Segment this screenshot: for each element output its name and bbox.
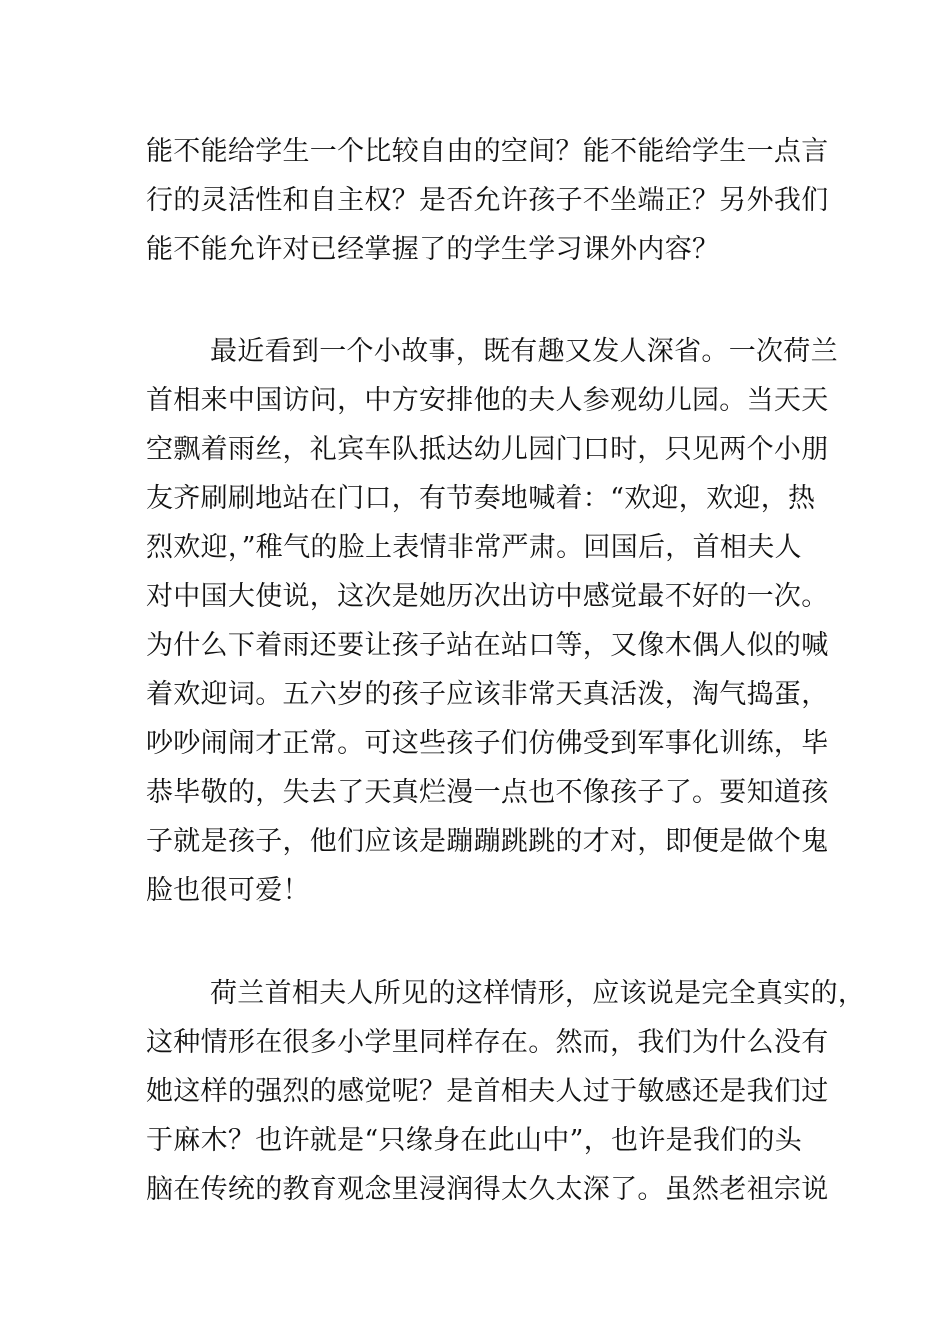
text-line: 于麻木？也许就是“只缘身在此山中”，也许是我们的头	[146, 1125, 803, 1156]
text-line: 空飘着雨丝，礼宾车队抵达幼儿园门口时，只见两个小朋	[146, 434, 829, 465]
text-line: 最近看到一个小故事，既有趣又发人深省。一次荷兰	[210, 336, 838, 367]
text-line: 烈欢迎，”稚气的脸上表情非常严肃。回国后，首相夫人	[146, 532, 802, 563]
text-line: 为什么下着雨还要让孩子站在站口等，又像木偶人似的喊	[146, 630, 829, 661]
text-line: 对中国大使说，这次是她历次出访中感觉最不好的一次。	[146, 581, 829, 612]
text-line: 能不能允许对已经掌握了的学生学习课外内容？	[146, 234, 720, 265]
text-line: 恭毕敬的，失去了天真烂漫一点也不像孩子了。要知道孩	[146, 777, 829, 808]
text-line: 她这样的强烈的感觉呢？是首相夫人过于敏感还是我们过	[146, 1076, 829, 1107]
text-line: 能不能给学生一个比较自由的空间？能不能给学生一点言	[146, 136, 829, 167]
paragraph-3	[146, 969, 866, 1214]
text-line: 行的灵活性和自主权？是否允许孩子不坐端正？另外我们	[146, 185, 829, 216]
text-line: 荷兰首相夫人所见的这样情形，应该说是完全真实的，	[210, 978, 866, 1009]
text-line: 脑在传统的教育观念里浸润得太久太深了。虽然老祖宗说	[146, 1174, 829, 1205]
text-line: 这种情形在很多小学里同样存在。然而，我们为什么没有	[146, 1027, 829, 1058]
text-line: 吵吵闹闹才正常。可这些孩子们仿佛受到军事化训练，毕	[146, 728, 829, 759]
text-line: 首相来中国访问，中方安排他的夫人参观幼儿园。当天天	[146, 385, 829, 416]
text-line: 子就是孩子，他们应该是蹦蹦跳跳的才对，即便是做个鬼	[146, 826, 829, 857]
text-line: 友齐刷刷地站在门口，有节奏地喊着：“欢迎，欢迎，热	[146, 483, 816, 514]
text-line: 着欢迎词。五六岁的孩子应该非常天真活泼，淘气捣蛋，	[146, 679, 829, 710]
paragraph-2	[146, 327, 838, 915]
paragraph-1	[146, 127, 829, 274]
text-line: 脸也很可爱！	[146, 875, 310, 906]
